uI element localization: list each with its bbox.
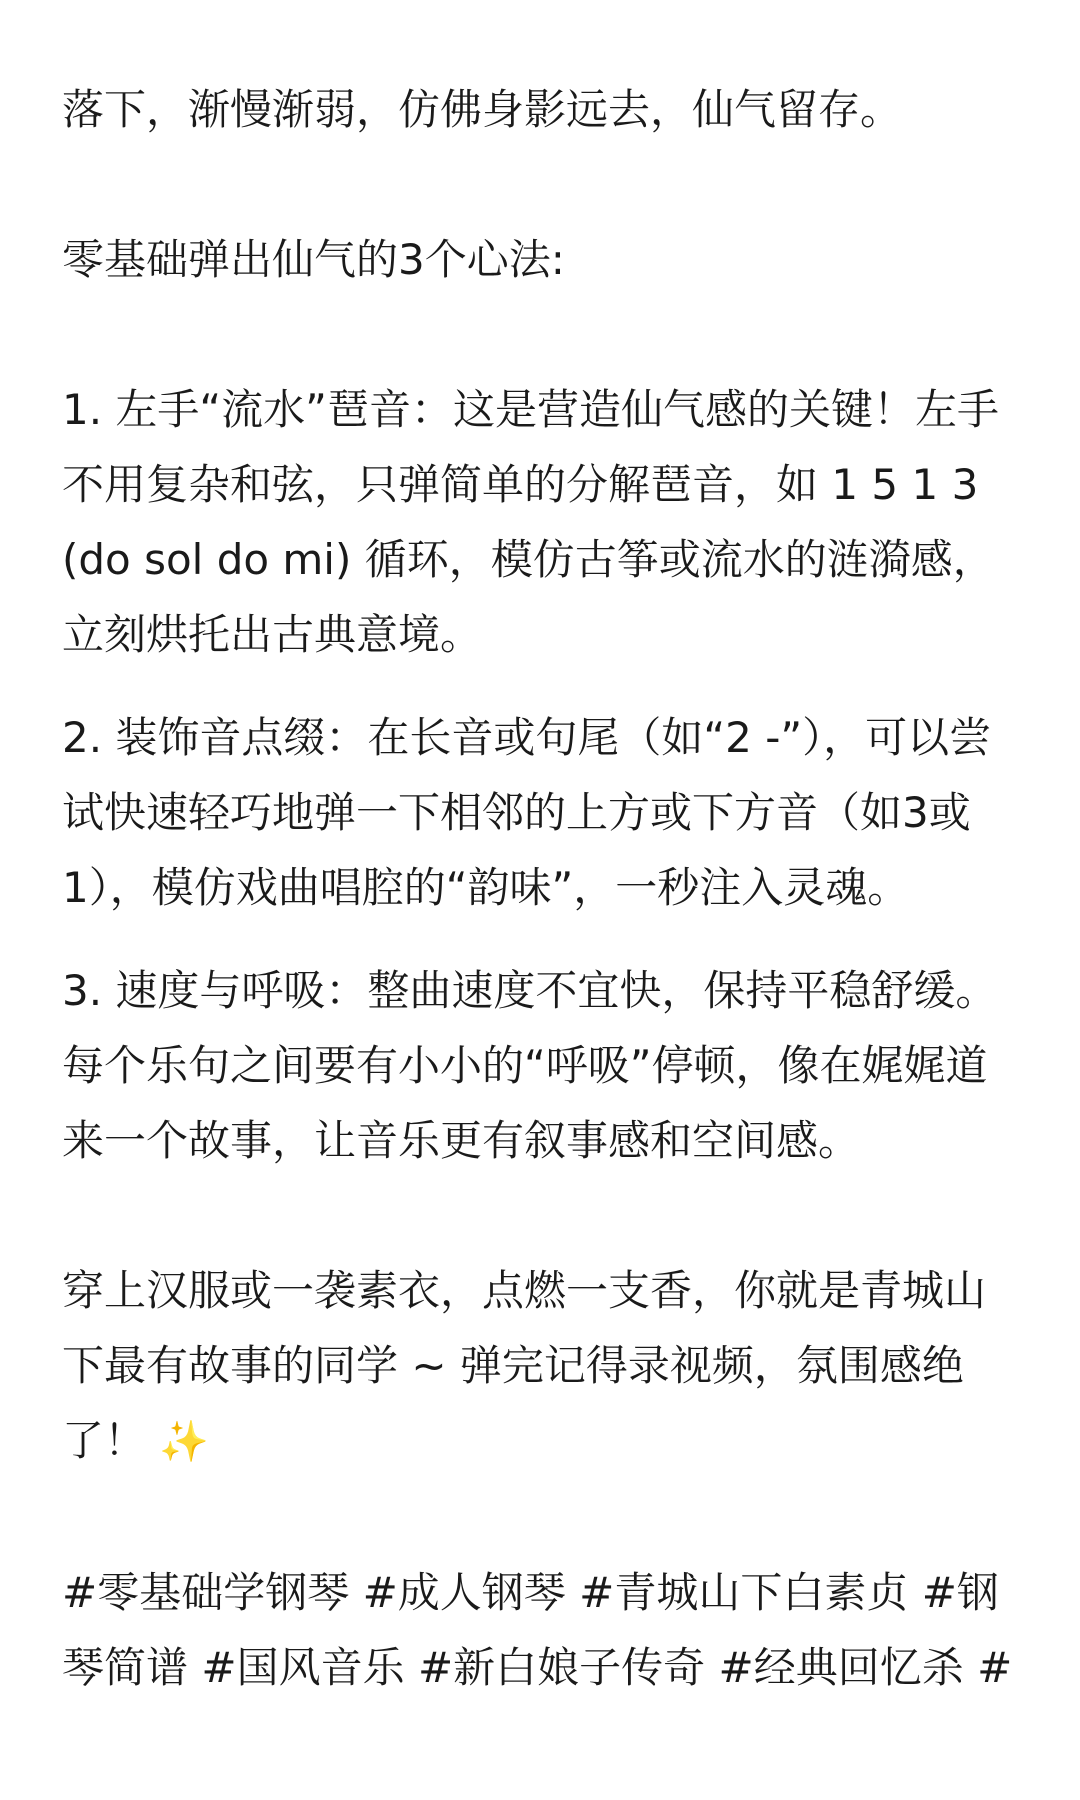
spacer	[62, 297, 1022, 372]
spacer	[62, 1480, 1022, 1555]
tip-paragraph-1: 1. 左手“流水”琶音：这是营造仙气感的关键！左手不用复杂和弦，只弹简单的分解琶音，如 1 5 1 3 (do sol do mi) 循环，模仿古筝或流水的涟漪感，立刻烘托出古典意境。	[62, 385, 999, 659]
spacer	[62, 147, 1022, 222]
spacer	[62, 1178, 1022, 1253]
hashtag-link[interactable]: #成人钢琴	[362, 1568, 566, 1617]
tip-paragraph-2: 2. 装饰音点缀：在长音或句尾（如“2 -”），可以尝试快速轻巧地弹一下相邻的上方或下方音（如3或1），模仿戏曲唱腔的“韵味”，一秒注入灵魂。	[62, 713, 992, 912]
hashtag-list	[62, 1555, 1022, 1705]
closing-paragraph	[62, 1253, 1022, 1480]
hashtag-link[interactable]: #零基础学钢琴	[62, 1568, 350, 1617]
spacer	[62, 925, 1022, 953]
intro-line: 落下，渐慢渐弱，仿佛身影远去，仙气留存。	[62, 85, 903, 134]
closing-text: 穿上汉服或一袭素衣，点燃一支香，你就是青城山下最有故事的同学 ~ 弹完记得录视频，氛围感绝了！	[62, 1266, 987, 1465]
article-body	[62, 72, 1022, 1705]
sparkle-icon: ✨	[159, 1419, 210, 1465]
section-heading: 零基础弹出仙气的3个心法:	[62, 235, 565, 284]
hashtag-link[interactable]: #青城山下白素贞	[579, 1568, 909, 1617]
hashtag-link[interactable]: #国风音乐	[201, 1643, 405, 1692]
hashtag-link[interactable]: #新白娘子传奇	[417, 1643, 706, 1692]
spacer	[62, 672, 1022, 700]
hashtag-link[interactable]: #经典回忆杀	[718, 1643, 964, 1692]
hashtag-link[interactable]: #钢琴简谱	[62, 1568, 999, 1692]
hashtag-link[interactable]: #	[977, 1643, 1013, 1692]
tip-paragraph-3: 3. 速度与呼吸：整曲速度不宜快，保持平稳舒缓。每个乐句之间要有小小的“呼吸”停顿，像在娓娓道来一个故事，让音乐更有叙事感和空间感。	[62, 966, 998, 1165]
